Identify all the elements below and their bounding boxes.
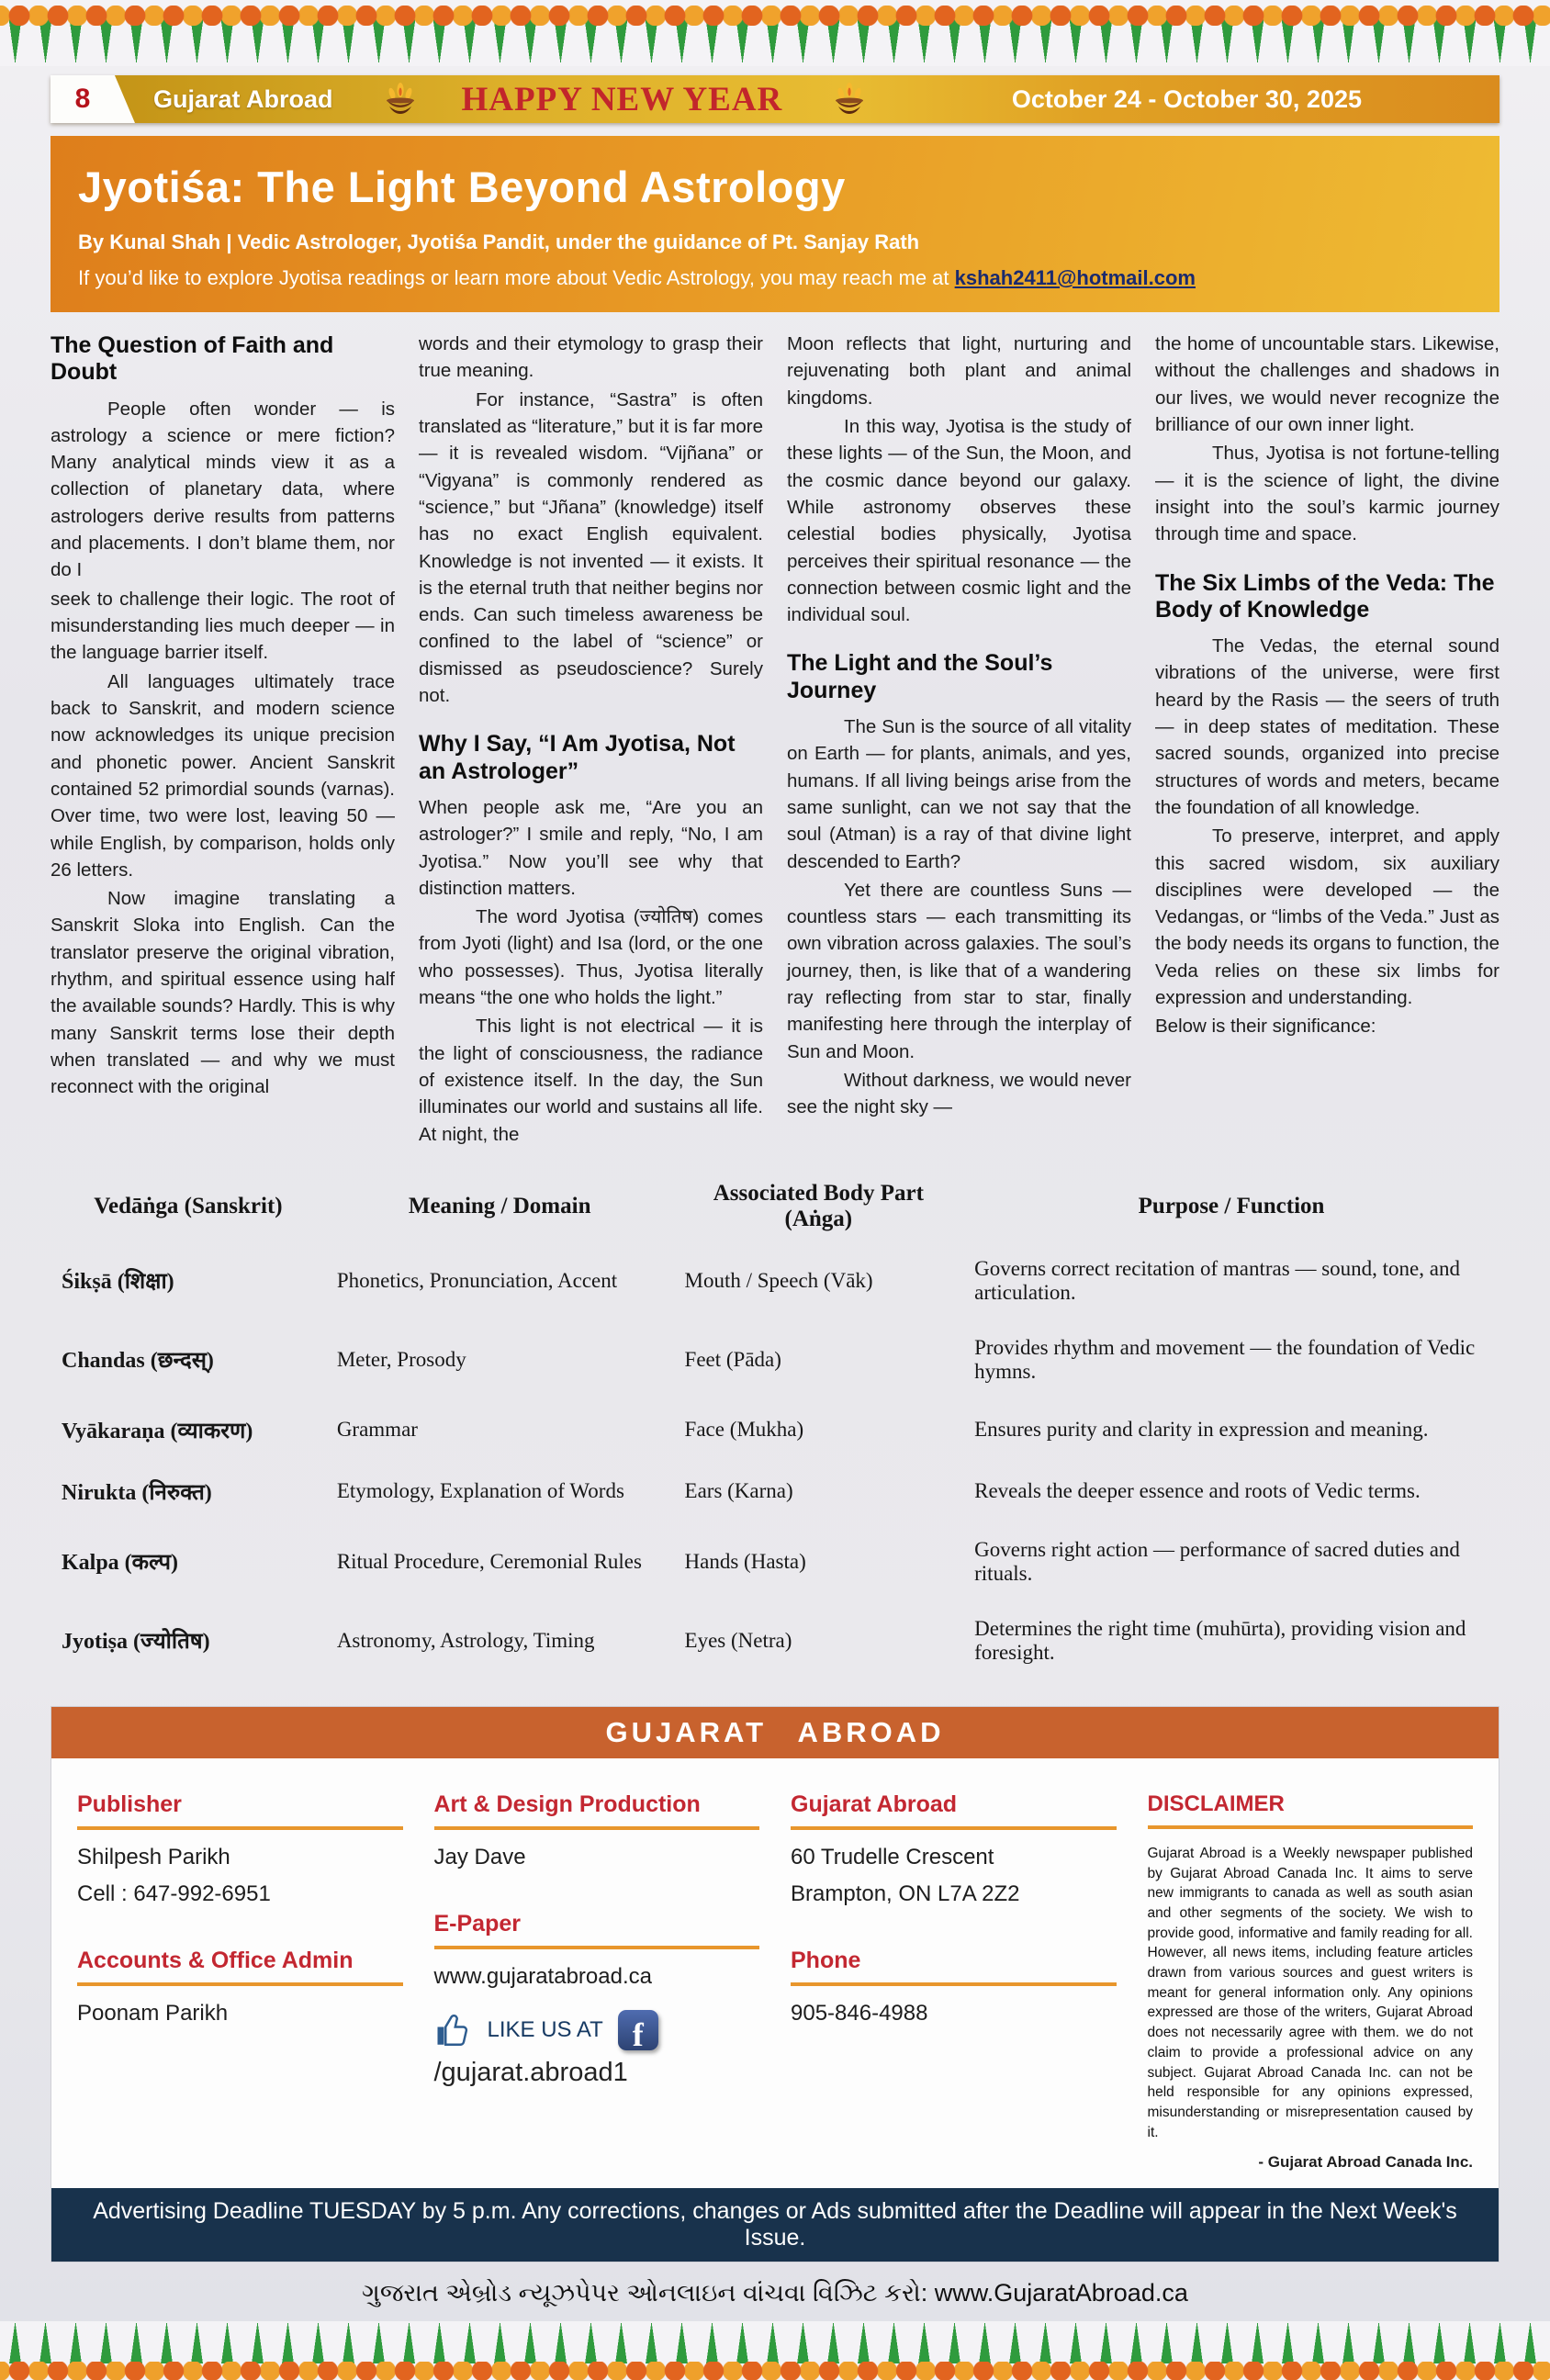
cell-vedanga: Jyotiṣa (ज्योतिष) — [62, 1630, 210, 1655]
footer-publisher-column — [77, 1791, 403, 2172]
cell-purpose: Determines the right time (muhūrta), providing vision and foresight. — [974, 1616, 1466, 1664]
article-contact-line — [78, 266, 1472, 290]
art-design-name: Jay Dave — [433, 1844, 526, 1869]
paragraph: Yet there are countless Suns — countless stars — each transmitting its own vibration across galaxies. The soul’s journey, then, is like that of a wandering ray reflecting from star to star, finally manifesting here through the interplay of Sun and Moon. — [787, 879, 1131, 1062]
cell-meaning: Astronomy, Astrology, Timing — [336, 1628, 595, 1652]
section-heading: The Question of Faith and Doubt — [51, 332, 334, 386]
paragraph: Now imagine translating a Sanskrit Sloka into English. Can the translator preserve the original vibration, rhythm, and spiritual essence using half the available sounds? Hardly. This is why many Sanskrit terms lose their depth when translated — and why we must reconnect with the original — [51, 888, 395, 1098]
cell-meaning: Etymology, Explanation of Words — [336, 1479, 624, 1503]
paragraph: When people ask me, “Are you an astrologer?” I smile and reply, “No, I am Jyotisa.” Now you’ll see why that distinction matters. — [419, 796, 763, 899]
address-line-1: 60 Trudelle Crescent — [791, 1844, 994, 1869]
advertising-deadline-bar: Advertising Deadline TUESDAY by 5 p.m. Any corrections, changes or Ads submitted after the Deadline will appear in the Next Week's Issue. — [51, 2188, 1499, 2262]
cell-meaning: Grammar — [336, 1418, 418, 1442]
paragraph: To preserve, interpret, and apply this sacred wisdom, six auxiliary disciplines were developed — the Vedangas, or “limbs of the Veda.” Just as the body needs its organs to function, the Veda relies on these six limbs for expression and understanding. — [1155, 825, 1499, 1009]
facebook-row — [434, 2010, 760, 2053]
article-header — [51, 136, 1499, 312]
cell-vedanga: Vyākaraṇa (व्याकरण) — [62, 1419, 253, 1443]
paragraph: Below is their significance: — [1155, 1016, 1376, 1038]
address-line-2: Brampton, ON L7A 2Z2 — [791, 1880, 1020, 1906]
cell-purpose: Provides rhythm and movement — the foundation of Vedic hymns. — [974, 1335, 1476, 1383]
like-us-label: LIKE US AT — [487, 2016, 603, 2042]
cell-body-part: Hands (Hasta) — [684, 1549, 806, 1573]
paragraph: the home of uncountable stars. Likewise, without the challenges and shadows in our lives, we would never recognize the brilliance of our own inner light. — [1155, 333, 1499, 435]
cell-purpose: Governs correct recitation of mantras — sound, tone, and articulation. — [974, 1256, 1460, 1304]
disclaimer-label: DISCLAIMER — [1148, 1791, 1474, 1829]
article-title: Jyotiśa: The Light Beyond Astrology — [78, 163, 846, 211]
publisher-cell: Cell : 647-992-6951 — [77, 1880, 271, 1906]
article-column-4 — [1155, 331, 1499, 1150]
cell-meaning: Phonetics, Pronunciation, Accent — [336, 1268, 618, 1292]
article-column-2 — [419, 331, 763, 1150]
article-column-3 — [787, 331, 1131, 1150]
table-row — [51, 1601, 1499, 1680]
cell-body-part: Face (Mukha) — [684, 1418, 804, 1442]
publisher-label: Publisher — [77, 1791, 403, 1830]
toran-garland-bottom — [0, 2321, 1550, 2380]
epaper-label: E-Paper — [434, 1911, 760, 1949]
table-header-row — [51, 1177, 1499, 1241]
paragraph: Without darkness, we would never see the night sky — — [787, 1070, 1131, 1118]
column-header-body-part: Associated Body Part (Aṅga) — [713, 1180, 924, 1231]
cell-vedanga: Śikṣā (शिक्षा) — [62, 1270, 174, 1295]
footer-box — [51, 1706, 1499, 2262]
accounts-admin-label: Accounts & Office Admin — [77, 1948, 403, 1986]
masthead-bar — [51, 75, 1499, 123]
cell-meaning: Ritual Procedure, Ceremonial Rules — [336, 1549, 642, 1573]
accounts-admin-name: Poonam Parikh — [77, 2000, 229, 2026]
vedanga-table — [51, 1177, 1499, 1680]
table-row — [51, 1320, 1499, 1399]
diya-icon — [381, 81, 420, 118]
paragraph: Thus, Jyotisa is not fortune-telling — it is the science of light, the divine insight into the soul’s karmic journey through time and space. — [1155, 443, 1499, 545]
article-column-1 — [51, 331, 395, 1150]
paragraph: This light is not electrical — it is the light of consciousness, the radiance of existence itself. In the day, the Sun illuminates our world and sustains all life. At night, the — [419, 1016, 763, 1145]
section-heading: Why I Say, “I Am Jyotisa, Not an Astrologer” — [419, 731, 736, 784]
cell-body-part: Mouth / Speech (Vāk) — [684, 1268, 873, 1292]
paragraph: seek to challenge their logic. The root of misunderstanding lies much deeper — in the language barrier itself. — [51, 588, 395, 664]
footer-disclaimer-column — [1148, 1791, 1474, 2172]
paragraph: All languages ultimately trace back to Sanskrit, and modern science now acknowledges its unique precision and phonetic power. Ancient Sanskrit contained 52 primordial sounds (varnas). Over time, two were lost, leaving 50 — while English, by comparison, holds only 26 letters. — [51, 670, 395, 881]
paragraph: For instance, “Sastra” is often translated as “literature,” but it is far more — it is revealed wisdom. “Vijñana” or “Vigyana” is commonly rendered as “science,” but “Jñana” (knowledge) itself has no exact English equivalent. Knowledge is not invented — it exists. It is the eternal truth that neither begins nor ends. Can such timeless awareness be confined to the label of “science” or dismissed as pseudoscience? Surely not. — [419, 388, 763, 707]
footer-address-column — [791, 1791, 1117, 2172]
address-label: Gujarat Abroad — [791, 1791, 1117, 1830]
new-year-greeting: HAPPY NEW YEAR — [461, 80, 783, 118]
footer-brand-bar: GUJARAT ABROAD — [51, 1707, 1499, 1758]
section-heading: The Light and the Soul’s Journey — [787, 650, 1053, 703]
column-header-vedanga: Vedāṅga (Sanskrit) — [94, 1193, 283, 1218]
article-byline: By Kunal Shah | Vedic Astrologer, Jyotiśa Pandit, under the guidance of Pt. Sanjay Rath — [78, 230, 920, 253]
disclaimer-text: Gujarat Abroad is a Weekly newspaper published by Gujarat Abroad Canada Inc. It aims to serve new immigrants to canada as well as south asian and other segments of the society. We wish to provide good, informative and family reading for all. However, all news items, including feature articles drawn from various sources and guest writers is meant for general information only. Any opinions expressed are those of the writers, Gujarat Abroad does not necessarily agree with them. we do not claim to provide a professional advice on any subject. Gujarat Abroad Canada Inc. can not be held responsible for any opinions expressed, misunderstanding or misrepresentation caused by it. — [1147, 1845, 1473, 2140]
facebook-icon[interactable]: f — [618, 2010, 658, 2050]
page-number: 8 — [74, 84, 91, 114]
paragraph: Moon reflects that light, nurturing and rejuvenating both plant and animal kingdoms. — [787, 333, 1131, 409]
cell-body-part: Eyes (Netra) — [684, 1628, 792, 1652]
art-design-label: Art & Design Production — [434, 1791, 760, 1830]
issue-date-range: October 24 - October 30, 2025 — [1011, 84, 1362, 113]
paragraph: The word Jyotisa (ज्योतिष) comes from Jyoti (light) and Isa (lord, or the one who possesses). Thus, Jyotisa literally means “the one who holds the light.” — [419, 906, 763, 1009]
footer-columns — [51, 1758, 1499, 2188]
cell-vedanga: Kalpa (कल्प) — [62, 1551, 179, 1576]
table-row — [51, 1461, 1499, 1522]
cell-body-part: Feet (Pāda) — [684, 1347, 781, 1371]
cell-vedanga: Nirukta (निरुक्त) — [62, 1480, 212, 1505]
footer-production-column — [434, 1791, 760, 2172]
table-row — [51, 1241, 1499, 1320]
paragraph: The Vedas, the eternal sound vibrations of the universe, were first heard by the Rasis — the seers of truth — in deep states of meditation. These sacred sounds, organized into precise structures of words and meters, became the foundation of all knowledge. — [1155, 635, 1499, 818]
article-body — [51, 331, 1499, 1150]
cell-vedanga: Chandas (छन्दस्) — [62, 1349, 214, 1374]
table-row — [51, 1522, 1499, 1601]
paragraph: People often wonder — is astrology a science or mere fiction? Many analytical minds view it as a collection of planetary data, where astrologers derive results from patterns and placements. I don’t blame them, nor do I — [51, 398, 395, 581]
paragraph: The Sun is the source of all vitality on Earth — for plants, animals, and yes, humans. If all living beings arise from the same sunlight, can we not say that the soul (Atman) is a ray of that divine light descended to Earth? — [787, 715, 1131, 872]
column-header-purpose: Purpose / Function — [1138, 1193, 1325, 1218]
phone-number: 905-846-4988 — [791, 2000, 928, 2026]
paragraph: In this way, Jyotisa is the study of these lights — of the Sun, the Moon, and the cosmic dance beyond our galaxy. While astronomy observes these celestial bodies physically, Jyotisa perceives their spiritual resonance — the connection between cosmic light and the individual soul. — [787, 415, 1131, 626]
toran-garland-top — [0, 0, 1550, 66]
contact-text: If you’d like to explore Jyotisa readings or learn more about Vedic Astrology, you may reach me at — [78, 266, 955, 289]
thumbs-up-icon — [434, 2011, 473, 2049]
cell-purpose: Governs right action — performance of sacred duties and rituals. — [974, 1537, 1460, 1585]
cell-purpose: Reveals the deeper essence and roots of Vedic terms. — [974, 1479, 1421, 1503]
section-heading: The Six Limbs of the Veda: The Body of Knowledge — [1155, 569, 1495, 623]
column-header-meaning: Meaning / Domain — [408, 1193, 591, 1218]
epaper-url-link[interactable]: www.gujaratabroad.ca — [433, 1963, 652, 1989]
masthead-title: Gujarat Abroad — [153, 84, 333, 113]
contact-email-link[interactable]: kshah2411@hotmail.com — [954, 266, 1196, 289]
gujarati-tagline: ગુજરાત એબ્રોડ ન્યૂઝપેપર ઓનલાઇન વાંચવા વિઝિટ કરો: www.GujaratAbroad.ca — [362, 2279, 1188, 2307]
cell-meaning: Meter, Prosody — [336, 1347, 466, 1371]
cell-body-part: Ears (Karna) — [684, 1479, 793, 1503]
facebook-handle[interactable]: /gujarat.abroad1 — [433, 2057, 628, 2087]
disclaimer-signature: - Gujarat Abroad Canada Inc. — [1258, 2153, 1473, 2172]
cell-purpose: Ensures purity and clarity in expression and meaning. — [974, 1418, 1429, 1442]
publisher-name: Shilpesh Parikh — [77, 1844, 230, 1869]
paragraph: words and their etymology to grasp their true meaning. — [419, 333, 763, 382]
diya-icon — [830, 81, 869, 118]
table-row — [51, 1399, 1499, 1461]
phone-label: Phone — [791, 1948, 1117, 1986]
